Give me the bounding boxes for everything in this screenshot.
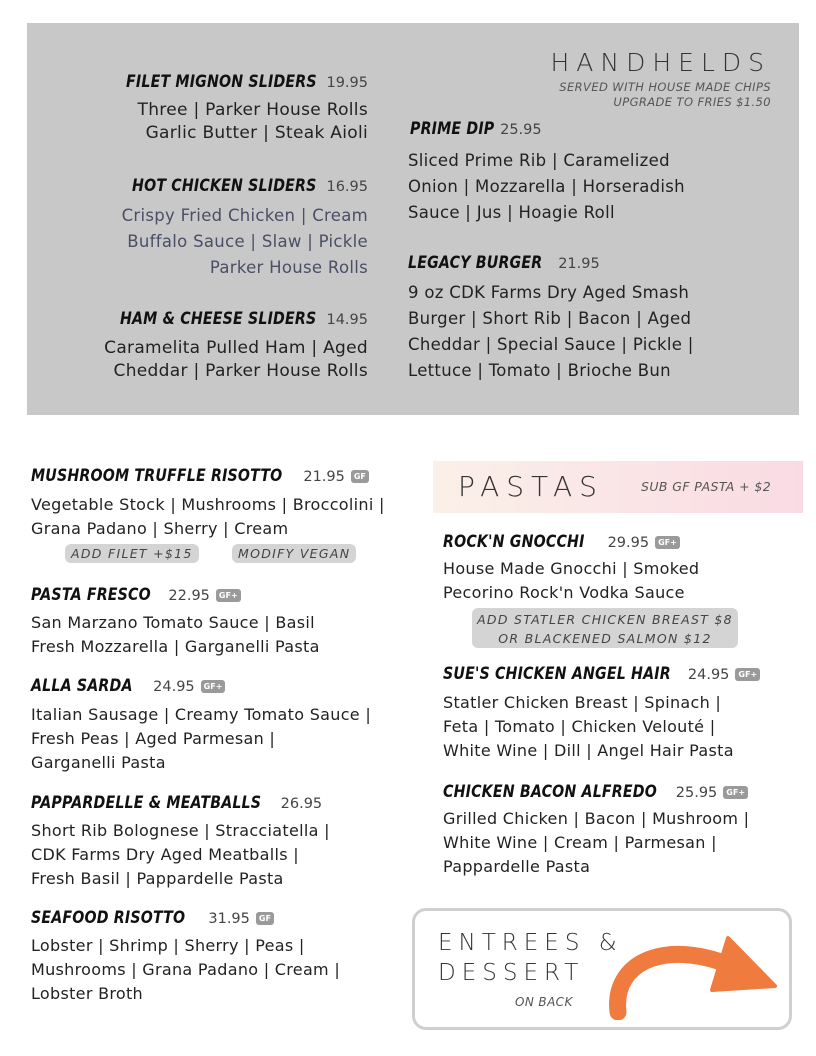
gluten-free-badge: GF+	[201, 680, 226, 693]
handhelds-title: HANDHELDS	[550, 48, 771, 77]
description-line: Fresh Peas | Aged Parmesan |	[31, 729, 276, 748]
description-line: Parker House Rolls	[209, 258, 368, 277]
curved-arrow-icon	[600, 920, 785, 1020]
description-line: Lettuce | Tomato | Brioche Bun	[408, 361, 671, 380]
menu-item-rockn-gnocchi	[443, 532, 680, 551]
description-line: Mushrooms | Grana Padano | Cream |	[31, 960, 341, 979]
description-line: Fresh Mozzarella | Garganelli Pasta	[31, 637, 320, 656]
description-line: Grana Padano | Sherry | Cream	[31, 519, 289, 538]
menu-item-alla-sarda	[31, 676, 225, 695]
item-description	[443, 691, 734, 763]
item-description	[31, 611, 320, 659]
item-description	[138, 99, 368, 145]
item-name: HAM & CHEESE SLIDERS	[120, 309, 317, 328]
item-price: 16.95	[326, 179, 368, 195]
item-price: 26.95	[280, 796, 323, 812]
description-line: Pappardelle Pasta	[443, 857, 591, 876]
gluten-free-badge: GF+	[735, 668, 760, 681]
description-line: Onion | Mozzarella | Horseradish	[408, 177, 685, 196]
description-line: Three | Parker House Rolls	[137, 100, 368, 120]
item-name: CHICKEN BACON ALFREDO	[443, 782, 657, 801]
menu-item-legacy-burger	[408, 253, 600, 272]
description-line: Caramelita Pulled Ham | Aged	[104, 338, 368, 358]
item-price: 21.95	[558, 256, 600, 272]
item-name: ALLA SARDA	[31, 676, 133, 695]
item-price: 25.95	[500, 122, 542, 138]
menu-item-mushroom-truffle-risotto	[31, 466, 369, 485]
menu-item-pasta-fresco	[31, 585, 241, 604]
addon-pill	[472, 608, 738, 648]
description-line: Burger | Short Rib | Bacon | Aged	[408, 309, 692, 328]
description-line: Garlic Butter | Steak Aioli	[145, 123, 368, 143]
addon-pill: ADD FILET +$15	[65, 544, 199, 563]
item-price: 14.95	[326, 312, 368, 328]
item-name: SUE'S CHICKEN ANGEL HAIR	[443, 664, 671, 683]
pastas-title: PASTAS	[458, 470, 604, 503]
description-line: Grilled Chicken | Bacon | Mushroom |	[443, 809, 750, 828]
item-name: SEAFOOD RISOTTO	[31, 908, 186, 927]
description-line: 9 oz CDK Farms Dry Aged Smash	[408, 283, 690, 302]
gluten-free-badge: GF+	[723, 786, 748, 799]
item-name: FILET MIGNON SLIDERS	[125, 72, 317, 91]
menu-item-hot-chicken-sliders	[102, 176, 368, 195]
item-name: MUSHROOM TRUFFLE RISOTTO	[31, 466, 283, 485]
description-line: House Made Gnocchi | Smoked	[443, 559, 700, 578]
item-price: 31.95 GF	[208, 911, 274, 927]
menu-item-seafood-risotto	[31, 908, 274, 927]
description-line: Fresh Basil | Pappardelle Pasta	[31, 869, 284, 888]
item-price: 29.95 GF+	[608, 535, 680, 551]
description-line: Buffalo Sauce | Slaw | Pickle	[127, 232, 368, 251]
item-description	[31, 934, 340, 1006]
gluten-free-badge: GF+	[655, 536, 680, 549]
addon-pill: MODIFY VEGAN	[232, 544, 356, 563]
gluten-free-badge: GF	[256, 912, 274, 925]
handhelds-subtitle-1: SERVED WITH HOUSE MADE CHIPS	[559, 80, 771, 94]
description-line: San Marzano Tomato Sauce | Basil	[31, 613, 315, 632]
entrees-line-2: DESSERT	[438, 960, 585, 986]
item-description	[122, 203, 368, 281]
description-line: Short Rib Bolognese | Stracciatella |	[31, 821, 330, 840]
description-line: Sliced Prime Rib | Caramelized	[408, 151, 670, 170]
description-line: Garganelli Pasta	[31, 753, 166, 772]
gluten-free-badge: GF	[351, 470, 369, 483]
item-description	[31, 819, 330, 891]
item-price: 21.95 GF	[303, 469, 369, 485]
menu-item-ham-cheese-sliders	[88, 309, 368, 328]
description-line: White Wine | Dill | Angel Hair Pasta	[443, 741, 734, 760]
item-price: 24.95 GF+	[688, 667, 760, 683]
item-description	[443, 807, 749, 879]
item-name: PASTA FRESCO	[31, 585, 151, 604]
item-name: ROCK'N GNOCCHI	[443, 532, 585, 551]
item-price: 25.95 GF+	[676, 785, 748, 801]
entrees-line-1: ENTREES &	[438, 930, 623, 956]
entrees-sub: ON BACK	[515, 995, 573, 1009]
description-line: Pecorino Rock'n Vodka Sauce	[443, 583, 685, 602]
item-description	[31, 703, 371, 775]
item-description	[104, 337, 368, 383]
item-description	[31, 493, 385, 541]
description-line: Cheddar | Parker House Rolls	[113, 361, 368, 381]
item-description	[443, 557, 699, 605]
item-price: 19.95	[326, 75, 368, 91]
item-name: HOT CHICKEN SLIDERS	[132, 176, 317, 195]
menu-item-filet-mignon-sliders	[95, 72, 368, 91]
menu-item-pappardelle-meatballs	[31, 793, 322, 812]
item-name: PRIME DIP	[410, 119, 495, 138]
description-line: Sauce | Jus | Hoagie Roll	[408, 203, 615, 222]
description-line: Italian Sausage | Creamy Tomato Sauce |	[31, 705, 372, 724]
item-name: LEGACY BURGER	[408, 253, 543, 272]
menu-item-chicken-bacon-alfredo	[443, 782, 748, 801]
description-line: Feta | Tomato | Chicken Velouté |	[443, 717, 716, 736]
description-line: White Wine | Cream | Parmesan |	[443, 833, 717, 852]
item-name: PAPPARDELLE & MEATBALLS	[31, 793, 262, 812]
pastas-note: SUB GF PASTA + $2	[641, 479, 772, 494]
description-line: Vegetable Stock | Mushrooms | Broccolini |	[31, 495, 385, 514]
gluten-free-badge: GF+	[216, 589, 241, 602]
item-price: 22.95 GF+	[168, 588, 240, 604]
menu-item-sues-chicken-angel-hair	[443, 664, 760, 683]
description-line: CDK Farms Dry Aged Meatballs |	[31, 845, 299, 864]
item-description	[408, 280, 694, 384]
handhelds-subtitle-2: UPGRADE TO FRIES $1.50	[613, 95, 771, 109]
description-line: Statler Chicken Breast | Spinach |	[443, 693, 722, 712]
menu-item-prime-dip	[410, 119, 542, 138]
item-description	[408, 148, 685, 226]
item-price: 24.95 GF+	[153, 679, 225, 695]
description-line: Lobster | Shrimp | Sherry | Peas |	[31, 936, 305, 955]
description-line: Lobster Broth	[31, 984, 144, 1003]
addon-line: OR BLACKENED SALMON $12	[498, 631, 712, 646]
addon-line: ADD STATLER CHICKEN BREAST $8	[477, 612, 733, 627]
description-line: Cheddar | Special Sauce | Pickle |	[408, 335, 694, 354]
description-line: Crispy Fried Chicken | Cream	[121, 206, 368, 225]
